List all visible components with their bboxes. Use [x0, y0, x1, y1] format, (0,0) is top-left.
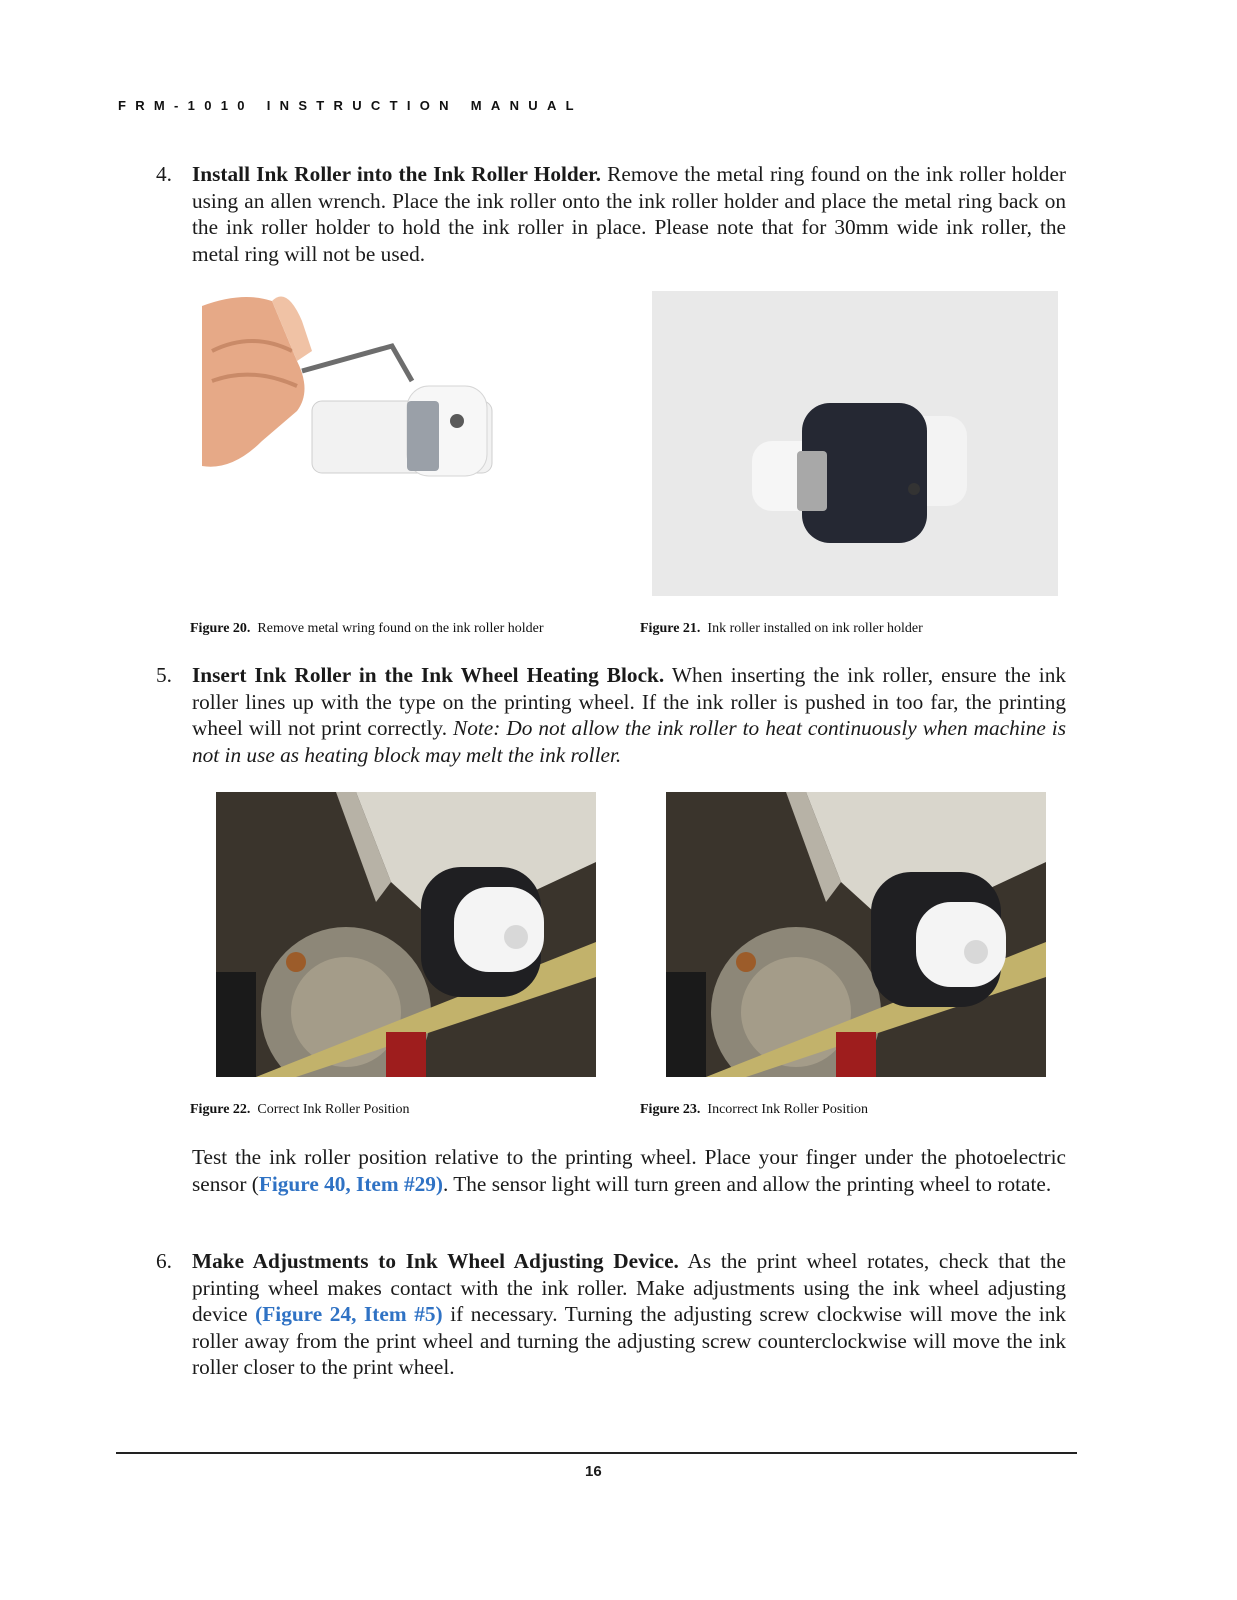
step-heading: Make Adjustments to Ink Wheel Adjusting Device. — [192, 1249, 679, 1273]
para-text: . The sensor light will turn green and allow the printing wheel to rotate. — [443, 1171, 1052, 1196]
step-body — [192, 161, 1066, 267]
figure-21-image — [652, 291, 1058, 596]
step-body — [192, 1248, 1066, 1381]
step-note: Note: Do not allow the ink roller to heat continuously when machine is not in use as heating block may melt the ink roller. — [192, 716, 1066, 767]
step-5 — [156, 662, 1066, 768]
step-text: As the print wheel rotates, check that the printing wheel makes contact with the ink roller. Make adjustments using the ink wheel adjusting device — [192, 1249, 1066, 1326]
figure-label: Figure 22. — [190, 1102, 251, 1117]
test-paragraph — [192, 1144, 1066, 1197]
figure-20-image — [202, 291, 507, 496]
step-number: 4. — [156, 162, 172, 186]
figure-24-link[interactable]: (Figure 24, Item #5) — [255, 1302, 443, 1326]
step-text: When inserting the ink roller, ensure the ink roller lines up with the type on the printing wheel. If the ink roller is pushed in too far, the printing wheel will not print correctly. — [192, 663, 1066, 740]
step-body — [192, 662, 1066, 768]
figure-caption-text: Ink roller installed on ink roller holder — [707, 621, 923, 636]
figure-label: Figure 21. — [640, 621, 701, 636]
step-heading: Insert Ink Roller in the Ink Wheel Heating Block. — [192, 663, 665, 687]
figure-20-caption — [190, 621, 544, 637]
figure-caption-text: Remove metal wring found on the ink roller holder — [257, 621, 544, 636]
figure-40-link[interactable]: Figure 40, Item #29) — [258, 1171, 443, 1196]
figure-caption-text: Correct Ink Roller Position — [257, 1102, 410, 1117]
figure-23-image — [666, 792, 1046, 1077]
figure-caption-text: Incorrect Ink Roller Position — [707, 1102, 868, 1117]
step-number: 5. — [156, 663, 172, 687]
step-number: 6. — [156, 1249, 172, 1273]
figure-21-caption — [640, 621, 923, 637]
page-number: 16 — [585, 1463, 602, 1480]
figure-22-image — [216, 792, 596, 1077]
step-4 — [156, 161, 1066, 267]
manual-header: FRM-1010 INSTRUCTION MANUAL — [118, 98, 583, 113]
figure-23-caption — [640, 1102, 868, 1118]
step-text: Remove the metal ring found on the ink roller holder using an allen wrench. Place the ink roller onto the ink roller holder and place the metal ring back on the ink roller holder to hold the ink roller in place. Please note that for 30mm wide ink roller, the metal ring will not be used. — [192, 162, 1066, 266]
figure-label: Figure 20. — [190, 621, 251, 636]
step-heading: Install Ink Roller into the Ink Roller Holder. — [192, 162, 602, 186]
figure-22-caption — [190, 1102, 409, 1118]
footer-rule — [116, 1452, 1077, 1454]
para-text: Test the ink roller position relative to the printing wheel. Place your finger under the photoelectric sensor ( — [192, 1145, 1066, 1196]
figure-label: Figure 23. — [640, 1102, 701, 1117]
step-text: if necessary. Turning the adjusting screw clockwise will move the ink roller away from the print wheel and turning the adjusting screw counterclockwise will move the ink roller closer to the print wheel. — [192, 1302, 1066, 1379]
step-6 — [156, 1248, 1066, 1381]
